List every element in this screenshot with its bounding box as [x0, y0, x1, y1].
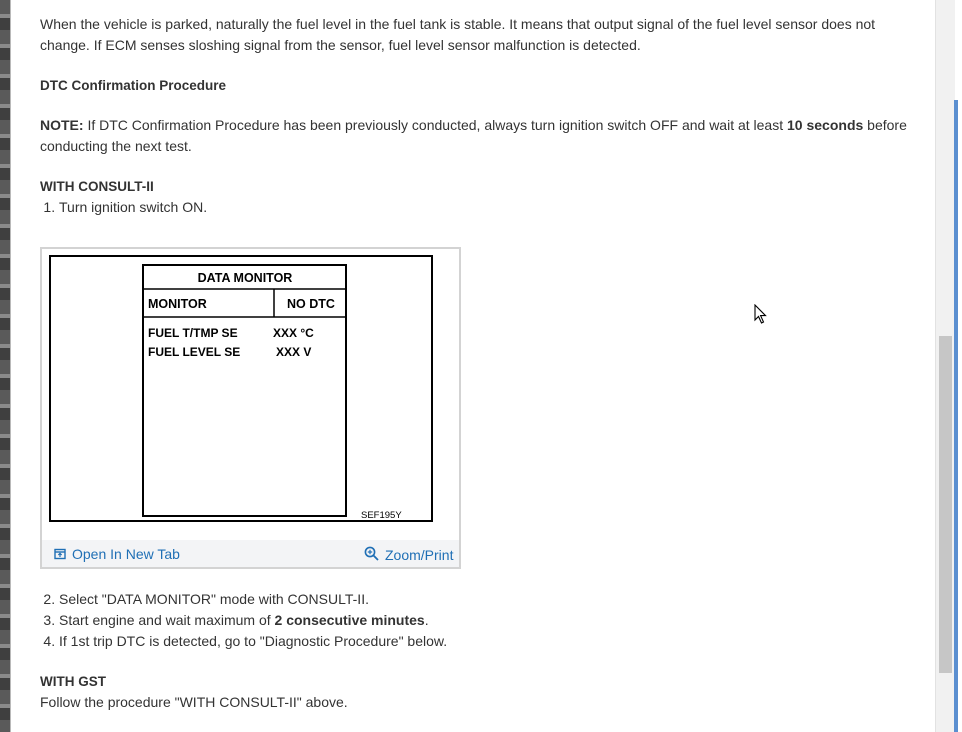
step-2-text: Select "DATA MONITOR" mode with CONSULT-II.	[59, 591, 369, 607]
figure-container	[40, 247, 461, 569]
zoom-print-label: Zoom/Print	[385, 547, 454, 563]
list-item	[59, 631, 920, 652]
figure-col-monitor: MONITOR	[148, 297, 207, 311]
data-monitor-illustration	[51, 257, 431, 520]
figure-col-nodtc: NO DTC	[287, 297, 335, 311]
note-text-a: If DTC Confirmation Procedure has been previously conducted, always turn ignition switch OFF and wait at least	[83, 117, 788, 133]
window-left-edge	[0, 0, 10, 732]
step-1-text: Turn ignition switch ON.	[59, 199, 208, 215]
figure-code: SEF195Y	[361, 510, 402, 520]
gst-heading: WITH GST	[40, 674, 106, 689]
mouse-cursor-icon	[754, 304, 768, 326]
dtc-confirmation-heading: DTC Confirmation Procedure	[40, 78, 227, 93]
intro-line-1: When the vehicle is parked, naturally the fuel level in the fuel tank is stable. It means that output signal of the fuel level sensor does not	[40, 16, 876, 32]
window-border	[10, 0, 11, 732]
zoom-magnifier-icon	[364, 546, 379, 561]
step-4-text: If 1st trip DTC is detected, go to "Diagnostic Procedure" below.	[59, 633, 448, 649]
step-3-text-b: .	[424, 612, 429, 628]
step-3-bold: 2 consecutive minutes	[274, 612, 425, 628]
note-line-2: conducting the next test.	[40, 138, 192, 154]
figure-toolbar	[42, 540, 459, 567]
gst-paragraph: Follow the procedure "WITH CONSULT-II" above.	[40, 694, 348, 710]
figure-row2-label: FUEL LEVEL SE	[148, 345, 241, 359]
figure-row2-value: XXX V	[276, 345, 312, 359]
list-item	[59, 197, 920, 218]
intro-line-2: change. If ECM senses sloshing signal from the sensor, fuel level sensor malfunction is detected.	[40, 37, 641, 53]
consult-steps-list	[40, 197, 920, 218]
figure-image[interactable]	[49, 255, 433, 522]
scrollbar-thumb[interactable]	[939, 336, 952, 673]
document-content	[40, 14, 920, 713]
list-item	[59, 610, 920, 631]
consult-steps-list-continued	[40, 589, 920, 652]
note-bold: 10 seconds	[787, 117, 864, 133]
note-label: NOTE:	[40, 117, 84, 133]
zoom-print-button[interactable]	[364, 544, 453, 563]
figure-title: DATA MONITOR	[197, 271, 293, 285]
consult-heading: WITH CONSULT-II	[40, 179, 154, 194]
open-in-new-tab-label: Open In New Tab	[72, 546, 180, 562]
figure-row1-label: FUEL T/TMP SE	[148, 326, 238, 340]
note-text-b: before	[863, 117, 907, 133]
step-3-text-a: Start engine and wait maximum of	[59, 612, 275, 628]
open-new-tab-icon	[54, 548, 66, 560]
note-paragraph	[40, 115, 920, 157]
window-right-edge	[954, 100, 958, 732]
figure-row1-value: XXX °C	[273, 326, 314, 340]
intro-paragraph	[40, 14, 920, 56]
list-item	[59, 589, 920, 610]
open-in-new-tab-button[interactable]	[54, 546, 180, 562]
